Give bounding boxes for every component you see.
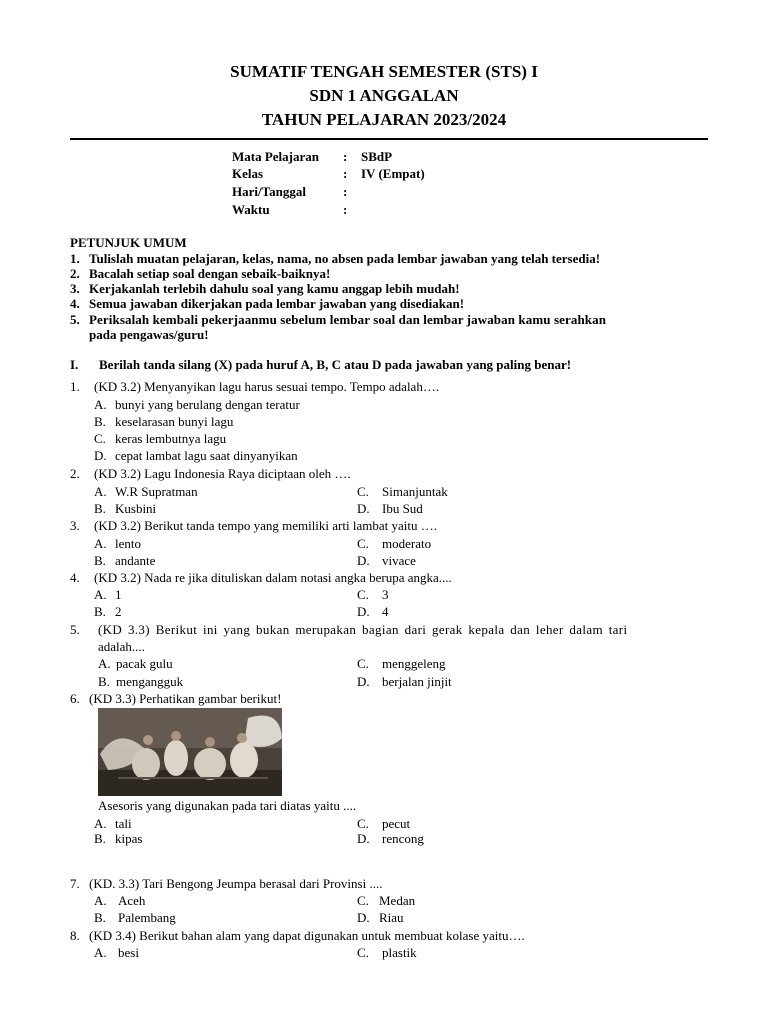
option-letter: B. (94, 910, 106, 925)
option-text: vivace (382, 553, 416, 568)
option-text: 3 (382, 587, 389, 602)
option-letter: C. (357, 484, 369, 499)
option-text: 4 (382, 604, 389, 619)
instruction-text: Bacalah setiap soal dengan sebaik-baiknya! (89, 266, 331, 281)
option-text: cepat lambat lagu saat dinyanyikan (115, 448, 298, 463)
option-letter: B. (94, 501, 106, 516)
option-letter: D. (357, 501, 370, 516)
option-letter: C. (357, 536, 369, 551)
question-text: (KD 3.2) Lagu Indonesia Raya diciptaan oleh …. (94, 466, 351, 481)
question-text-2: Asesoris yang digunakan pada tari diatas yaitu .... (98, 798, 357, 813)
option-text: Palembang (118, 910, 176, 925)
option-letter: A. (94, 397, 107, 412)
question-number: 4. (70, 570, 80, 585)
instruction-num: 1. (70, 251, 80, 266)
instruction-num: 2. (70, 266, 80, 281)
option-text: andante (115, 553, 156, 568)
option-letter: C. (357, 816, 369, 831)
title-line-3: TAHUN PELAJARAN 2023/2024 (261, 110, 507, 129)
option-letter: C. (357, 945, 369, 960)
option-letter: C. (357, 893, 369, 908)
option-text: Aceh (118, 893, 146, 908)
info-value-class: IV (Empat) (361, 166, 425, 181)
instruction-num: 3. (70, 281, 80, 296)
question-text: (KD 3.3) Berikut ini yang bukan merupakan bagian dari gerak kepala dan leher dalam tari (98, 622, 628, 637)
instruction-num: 5. (70, 312, 80, 327)
instruction-text: Periksalah kembali pekerjaanmu sebelum lembar soal dan lembar jawaban kamu serahkan (89, 312, 607, 327)
info-sep: : (343, 202, 348, 217)
question-number: 5. (70, 622, 80, 637)
option-letter: A. (94, 945, 107, 960)
option-text: Riau (379, 910, 404, 925)
option-letter: B. (94, 604, 106, 619)
instruction-text-cont: pada pengawas/guru! (89, 327, 209, 342)
option-letter: D. (357, 674, 370, 689)
question-text-cont: adalah.... (98, 639, 145, 654)
option-text: bunyi yang berulang dengan teratur (115, 397, 300, 412)
option-letter: B. (94, 831, 106, 846)
question-text: (KD. 3.3) Tari Bengong Jeumpa berasal dari Provinsi .... (89, 876, 383, 891)
info-label-time: Waktu (232, 202, 270, 217)
option-letter: D. (357, 831, 370, 846)
info-sep: : (343, 166, 348, 181)
option-letter: A. (94, 893, 107, 908)
instruction-text: Semua jawaban dikerjakan pada lembar jawaban yang disediakan! (89, 296, 465, 311)
question-text: (KD 3.2) Berikut tanda tempo yang memiliki arti lambat yaitu …. (94, 518, 437, 533)
option-letter: A. (94, 587, 107, 602)
option-text: pacak gulu (116, 656, 173, 671)
option-text: 2 (115, 604, 122, 619)
question-number: 7. (70, 876, 80, 891)
option-text: tali (115, 816, 132, 831)
question-number: 8. (70, 928, 80, 943)
question-text: (KD 3.2) Nada re jika dituliskan dalam notasi angka berupa angka.... (94, 570, 452, 585)
info-label-date: Hari/Tanggal (232, 184, 306, 199)
option-text: Kusbini (115, 501, 157, 516)
question-text: (KD 3.4) Berikut bahan alam yang dapat digunakan untuk membuat kolase yaitu…. (89, 928, 525, 943)
option-letter: B. (94, 414, 106, 429)
question-text: (KD 3.3) Perhatikan gambar berikut! (89, 691, 282, 706)
option-text: W.R Supratman (115, 484, 198, 499)
option-text: kipas (115, 831, 143, 846)
option-text: menggeleng (382, 656, 446, 671)
option-letter: B. (98, 674, 110, 689)
option-text: 1 (115, 587, 122, 602)
option-text: keras lembutnya lagu (115, 431, 227, 446)
section-instruction: Berilah tanda silang (X) pada huruf A, B, C atau D pada jawaban yang paling benar! (99, 357, 572, 372)
info-sep: : (343, 184, 348, 199)
title-line-2: SDN 1 ANGGALAN (309, 86, 459, 105)
question-text: (KD 3.2) Menyanyikan lagu harus sesuai tempo. Tempo adalah…. (94, 379, 440, 394)
option-letter: C. (357, 587, 369, 602)
option-letter: A. (94, 536, 107, 551)
header-divider (70, 138, 708, 140)
dancers-with-fans-image (98, 708, 282, 796)
option-text: Simanjuntak (382, 484, 448, 499)
option-text: Ibu Sud (382, 501, 423, 516)
instructions-heading: PETUNJUK UMUM (70, 235, 187, 250)
question-number: 1. (70, 379, 80, 394)
option-letter: A. (98, 656, 111, 671)
option-letter: D. (357, 553, 370, 568)
option-letter: A. (94, 816, 107, 831)
option-letter: B. (94, 553, 106, 568)
option-letter: C. (94, 431, 106, 446)
instruction-num: 4. (70, 296, 80, 311)
info-sep: : (343, 149, 348, 164)
section-number: I. (70, 357, 79, 372)
dance-photo (98, 708, 282, 796)
option-text: keselarasan bunyi lagu (115, 414, 234, 429)
option-letter: D. (357, 910, 370, 925)
instruction-text: Tulislah muatan pelajaran, kelas, nama, no absen pada lembar jawaban yang telah tersedia! (89, 251, 601, 266)
option-text: lento (115, 536, 141, 551)
option-text: besi (118, 945, 139, 960)
info-label-subject: Mata Pelajaran (232, 149, 320, 164)
option-letter: D. (94, 448, 107, 463)
option-text: rencong (382, 831, 424, 846)
option-text: pecut (382, 816, 411, 831)
option-letter: D. (357, 604, 370, 619)
option-text: plastik (382, 945, 417, 960)
question-number: 2. (70, 466, 80, 481)
info-label-class: Kelas (232, 166, 264, 181)
question-number: 3. (70, 518, 80, 533)
option-text: moderato (382, 536, 432, 551)
instruction-text: Kerjakanlah terlebih dahulu soal yang kamu anggap lebih mudah! (89, 281, 460, 296)
option-letter: C. (357, 656, 369, 671)
option-text: Medan (379, 893, 416, 908)
option-letter: A. (94, 484, 107, 499)
question-number: 6. (70, 691, 80, 706)
title-line-1: SUMATIF TENGAH SEMESTER (STS) I (230, 62, 538, 81)
option-text: berjalan jinjit (382, 674, 452, 689)
option-text: mengangguk (116, 674, 184, 689)
info-value-subject: SBdP (361, 149, 393, 164)
